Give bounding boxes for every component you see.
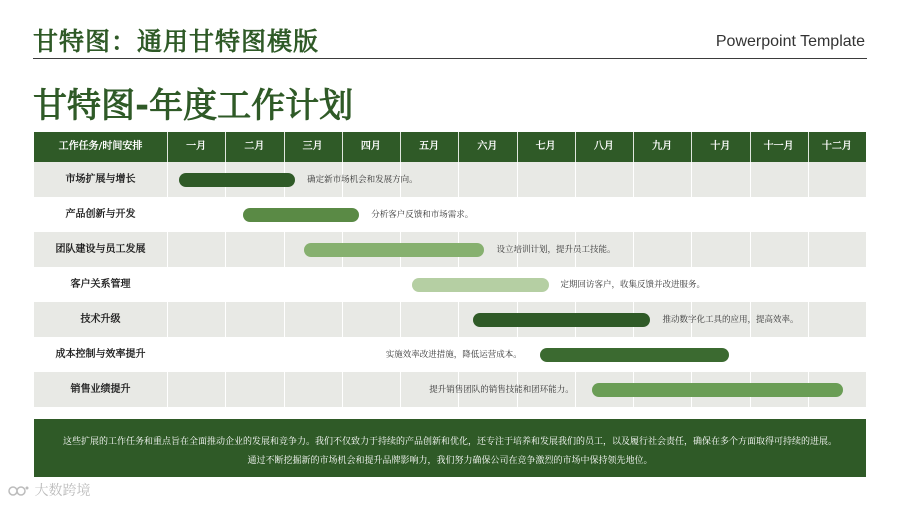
task-note: 设立培训计划，提升员工技能。 xyxy=(496,244,616,255)
grid-column-divider xyxy=(458,302,459,337)
task-note: 推动数字化工具的应用，提高效率。 xyxy=(662,314,799,325)
grid-column-divider xyxy=(691,162,692,197)
task-label: 成本控制与效率提升 xyxy=(55,349,146,360)
task-note: 定期回访客户，收集反馈并改进服务。 xyxy=(560,279,706,290)
month-header: 九月 xyxy=(652,141,673,152)
grid-column-divider xyxy=(633,162,634,197)
grid-column-divider xyxy=(167,162,168,197)
grid-column-divider xyxy=(517,197,518,232)
month-header: 四月 xyxy=(360,141,381,152)
grid-column-divider xyxy=(284,372,285,407)
grid-column-divider xyxy=(808,232,809,267)
watermark-text: 大数跨境 xyxy=(34,483,91,499)
page-title: 甘特图-年度工作计划 xyxy=(33,86,354,126)
gantt-header-row xyxy=(34,132,866,162)
grid-column-divider xyxy=(691,232,692,267)
grid-column-divider xyxy=(167,337,168,372)
gantt-bar xyxy=(473,313,651,327)
grid-column-divider xyxy=(167,302,168,337)
grid-column-divider xyxy=(342,337,343,372)
grid-column-divider xyxy=(808,162,809,197)
grid-column-divider xyxy=(225,302,226,337)
month-header: 三月 xyxy=(302,141,323,152)
watermark xyxy=(8,480,90,500)
grid-column-divider xyxy=(633,232,634,267)
task-label: 技术升级 xyxy=(80,314,121,325)
task-note: 确定新市场机会和发展方向。 xyxy=(307,174,418,185)
grid-column-divider xyxy=(458,162,459,197)
grid-column-divider xyxy=(400,372,401,407)
grid-column-divider xyxy=(342,267,343,302)
header-title: 甘特图：通用甘特图模版 xyxy=(33,27,320,56)
header-divider xyxy=(33,58,867,59)
grid-column-divider xyxy=(575,162,576,197)
month-header: 六月 xyxy=(477,141,498,152)
task-label: 销售业绩提升 xyxy=(70,384,131,395)
gantt-row xyxy=(34,267,866,302)
task-label: 客户关系管理 xyxy=(70,279,131,290)
grid-column-divider xyxy=(691,197,692,232)
grid-column-divider xyxy=(284,302,285,337)
grid-column-divider xyxy=(400,302,401,337)
footer-line-2: 通过不断挖掘新的市场机会和提升品牌影响力，我们努力确保公司在竞争激烈的市场中保持领先地位。 xyxy=(247,456,653,466)
gantt-row xyxy=(34,337,866,372)
month-header: 五月 xyxy=(419,141,440,152)
grid-column-divider xyxy=(517,162,518,197)
grid-column-divider xyxy=(750,162,751,197)
month-header: 二月 xyxy=(244,141,265,152)
month-header: 八月 xyxy=(593,141,614,152)
grid-column-divider xyxy=(808,267,809,302)
gantt-corner-header: 工作任务/时间安排 xyxy=(58,141,143,152)
month-header: 十月 xyxy=(710,141,731,152)
task-label: 团队建设与员工发展 xyxy=(55,244,146,255)
gantt-row xyxy=(34,197,866,232)
gantt-table xyxy=(34,132,866,410)
gantt-row xyxy=(34,162,866,197)
gantt-bar xyxy=(243,208,360,222)
gantt-bar xyxy=(540,348,729,362)
gantt-row xyxy=(34,302,866,337)
grid-column-divider xyxy=(225,197,226,232)
grid-column-divider xyxy=(400,267,401,302)
gantt-row xyxy=(34,232,866,267)
grid-column-divider xyxy=(225,267,226,302)
grid-column-divider xyxy=(167,232,168,267)
grid-column-divider xyxy=(284,267,285,302)
grid-column-divider xyxy=(167,372,168,407)
grid-column-divider xyxy=(342,372,343,407)
grid-column-divider xyxy=(750,232,751,267)
footer-line-1: 这些扩展的工作任务和重点旨在全面推动企业的发展和竞争力。我们不仅致力于持续的产品创新和优化，还专注于培养和发展我们的员工，以及履行社会责任，确保在多个方面取得可持续的进展。 xyxy=(62,437,837,447)
grid-column-divider xyxy=(284,232,285,267)
task-label: 市场扩展与增长 xyxy=(65,174,136,185)
grid-column-divider xyxy=(575,372,576,407)
grid-column-divider xyxy=(808,197,809,232)
month-header: 一月 xyxy=(186,141,207,152)
gantt-bar xyxy=(592,383,842,397)
gantt-row xyxy=(34,372,866,407)
grid-column-divider xyxy=(167,267,168,302)
grid-column-divider xyxy=(167,197,168,232)
task-note: 提升销售团队的销售技能和团环能力。 xyxy=(429,384,574,395)
brand-logo-icon xyxy=(8,484,30,498)
grid-column-divider xyxy=(633,197,634,232)
grid-column-divider xyxy=(225,337,226,372)
gantt-bar xyxy=(179,173,296,187)
grid-column-divider xyxy=(225,232,226,267)
grid-column-divider xyxy=(808,302,809,337)
month-header: 十二月 xyxy=(821,141,852,152)
task-note: 实施效率改进措施，降低运营成本。 xyxy=(385,349,522,360)
grid-column-divider xyxy=(808,337,809,372)
grid-column-divider xyxy=(750,337,751,372)
gantt-bar xyxy=(412,278,549,292)
task-note: 分析客户反馈和市场需求。 xyxy=(371,209,474,220)
gantt-bar xyxy=(304,243,485,257)
grid-column-divider xyxy=(750,197,751,232)
task-label: 产品创新与开发 xyxy=(65,209,136,220)
header-subtitle: Powerpoint Template xyxy=(715,33,865,50)
month-header: 十一月 xyxy=(763,141,794,152)
footer-summary xyxy=(34,419,866,477)
grid-column-divider xyxy=(284,337,285,372)
month-header: 七月 xyxy=(535,141,556,152)
grid-column-divider xyxy=(342,302,343,337)
grid-column-divider xyxy=(575,197,576,232)
grid-column-divider xyxy=(225,372,226,407)
grid-column-divider xyxy=(750,267,751,302)
